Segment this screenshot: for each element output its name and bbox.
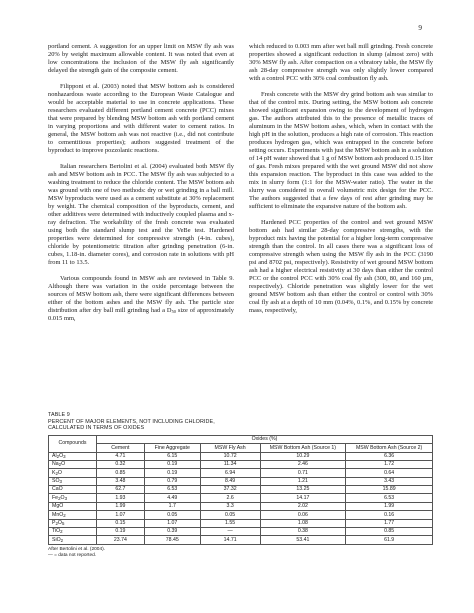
formula-subscript: 3: [64, 495, 68, 501]
bottom-ash-2-cell: 61.9: [346, 536, 433, 544]
compound-cell: [49, 477, 97, 485]
compound-cell: [49, 502, 97, 510]
fine-aggregate-cell: 4.49: [144, 494, 200, 502]
formula-part: SO: [52, 478, 60, 485]
fine-aggregate-cell: 0.19: [144, 469, 200, 477]
table-row: [49, 536, 433, 544]
header-msw-bottom-ash-source-1: MSW Bottom Ash (Source 1): [260, 444, 346, 452]
compound-cell: [49, 460, 97, 468]
bottom-ash-2-cell: 0.85: [346, 527, 433, 535]
fine-aggregate-cell: 6.53: [144, 486, 200, 494]
msw-fly-ash-cell: 0.05: [200, 511, 260, 519]
msw-fly-ash-cell: 10.72: [200, 452, 260, 460]
table-dash-note: — = data not reported.: [48, 552, 97, 558]
right-column: [249, 43, 433, 323]
table-row: [49, 511, 433, 519]
table-caption: [48, 412, 433, 432]
table-body: [49, 452, 433, 544]
formula-part: Na: [52, 461, 59, 468]
table-row: [49, 460, 433, 468]
compound-cell: [49, 527, 97, 535]
formula-subscript: 2: [56, 453, 60, 459]
table-row: [49, 519, 433, 527]
formula-subscript: 2: [63, 512, 66, 518]
fine-aggregate-cell: 1.07: [144, 519, 200, 527]
table-row: [49, 527, 433, 535]
right-paragraph-1: which reduced to 0.003 mm after wet ball mill grinding. Fresh concrete properties showed a significant reduction in slump (almost zero) with 30% MSW fly ash. After compaction on a vibratory table, the MSW fly ash 28-day compressive strength was only slightly lower compared with a control PCC with 30% coal combustion fly ash.: [249, 43, 433, 82]
bottom-ash-1-cell: 2.02: [260, 502, 346, 510]
left-paragraph-1: portland cement. A suggestion for an upper limit on MSW fly ash was 20% by weight maximum allowable content. It was noted that even at low concentrations the inclusion of the MSW fly ash significantly delayed the strength gain of the composite cement.: [48, 43, 234, 74]
fine-aggregate-cell: 78.45: [144, 536, 200, 544]
compound-cell: [49, 536, 97, 544]
formula-subscript: 2: [60, 529, 63, 535]
formula-part: CaO: [52, 486, 63, 493]
msw-fly-ash-cell: —: [200, 527, 260, 535]
formula-part: Fe: [52, 494, 59, 501]
table-caption-title-line-1: PERCENT OF MAJOR ELEMENTS, NOT INCLUDING CHLORIDE,: [48, 418, 215, 425]
formula-subscript: 2: [55, 520, 58, 526]
msw-fly-ash-cell: 6.94: [200, 469, 260, 477]
formula-part: P: [52, 519, 56, 526]
bottom-ash-2-cell: 15.89: [346, 486, 433, 494]
bottom-ash-1-cell: 53.41: [260, 536, 346, 544]
formula-subscript: 2: [60, 537, 64, 543]
cement-cell: 4.71: [96, 452, 144, 460]
fine-aggregate-cell: 6.15: [144, 452, 200, 460]
cement-cell: 1.07: [96, 511, 144, 519]
msw-fly-ash-cell: 3.3: [200, 502, 260, 510]
formula-subscript: 3: [63, 453, 66, 459]
bottom-ash-1-cell: 10.29: [260, 452, 346, 460]
fine-aggregate-cell: 1.7: [144, 502, 200, 510]
table-notes: [48, 547, 433, 559]
bottom-ash-2-cell: 1.72: [346, 460, 433, 468]
table-source-note: After Bertolini et al. (2004).: [48, 546, 106, 552]
fine-aggregate-cell: 0.19: [144, 460, 200, 468]
bottom-ash-1-cell: 1.21: [260, 477, 346, 485]
bottom-ash-1-cell: 14.17: [260, 494, 346, 502]
formula-part: K: [52, 469, 56, 476]
formula-subscript: 2: [55, 470, 58, 476]
formula-subscript: 2: [58, 462, 62, 468]
header-fine-aggregate: Fine Aggregate: [144, 444, 200, 452]
right-paragraph-3: Hardened PCC properties of the control and wet ground MSW bottom ash had similar 28-day compressive strengths, with the byproduct mix having the potential for a higher long-term compressive strength than the control. In all cases there was a significant loss of compressive strength when using the MSW fly ash in the PCC (3190 psi and 8702 psi, respectively). Resistivity of wet ground MSW bottom ash had a higher electrical resistivity at 30 days than either the control PCC or the control PCC with 30% coal fly ash (300, 80, and 160 µm, respectively). Chloride penetration was slightly lower for the wet ground MSW bottom ash than either the control or control with 30% coal fly ash at a depth of 10 mm (0.04%, 0.1%, and 0.15% by concrete mass, respectively,: [249, 219, 433, 314]
left-paragraph-2: Filipponi et al. (2003) noted that MSW bottom ash is considered nonhazardous waste according to the European Waste Catalogue and would be acceptable material to use in concrete applications. These researchers evaluated different portland cement concrete (PCC) mixes that were prepared by blending MSW bottom ash with portland cement in varying proportions and with different water to cement ratios. In general, the MSW bottom ash was not reactive (i.e., did not contribute to cementitious properties); authors suggested treatment of the byproduct to improve pozzolanic reactions.: [48, 83, 234, 154]
msw-fly-ash-cell: 37.32: [200, 486, 260, 494]
table-caption-number: TABLE 9: [48, 412, 70, 418]
formula-subscript: 2: [58, 495, 61, 501]
compound-cell: [49, 486, 97, 494]
bottom-ash-2-cell: 6.36: [346, 452, 433, 460]
bottom-ash-1-cell: 0.71: [260, 469, 346, 477]
cement-cell: 0.19: [96, 527, 144, 535]
formula-part: O: [59, 452, 64, 459]
bottom-ash-2-cell: 1.99: [346, 502, 433, 510]
cement-cell: 0.15: [96, 519, 144, 527]
table-caption-title-line-2: CALCULATED IN TERMS OF OXIDES: [48, 425, 145, 432]
formula-part: Al: [52, 452, 57, 459]
table-row: [49, 452, 433, 460]
table-row: [49, 502, 433, 510]
fine-aggregate-cell: 0.79: [144, 477, 200, 485]
fine-aggregate-cell: 0.05: [144, 511, 200, 519]
header-msw-fly-ash: MSW Fly Ash: [200, 444, 260, 452]
table-row: [49, 486, 433, 494]
compound-cell: [49, 511, 97, 519]
formula-part: O: [60, 494, 65, 501]
cement-cell: 62.7: [96, 486, 144, 494]
page-number: 9: [418, 24, 422, 32]
left-paragraph-3: Italian researchers Bertolini et al. (2004) evaluated both MSW fly ash and MSW bottom ash in PCC. The MSW fly ash was subjected to a washing treatment to reduce the chloride content. The MSW bottom ash was ground with one of two methods: dry or wet grinding in a ball mill. MSW byproducts were used as a cement substitute at 30% replacement by weight. The chemical composition of the byproducts, cement, and other additives were determined with inductively coupled plasma and x-ray defraction. The workability of the fresh concrete was evaluated using both the standard slump test and the VeBe test. Hardened properties were determined for compressive strength (4-in. cubes), chloride by potentiometric titration after grinding penetration (6-in. cubes, 1.18-in. diameter cores), and corrosion rate in solutions with pH from 11 to 13.5.: [48, 163, 234, 266]
formula-subscript: 5: [61, 520, 65, 526]
bottom-ash-2-cell: 0.64: [346, 469, 433, 477]
bottom-ash-1-cell: 1.08: [260, 519, 346, 527]
table-row: [49, 469, 433, 477]
formula-part: TiO: [52, 528, 61, 535]
left-column: [48, 43, 234, 331]
cement-cell: 3.48: [96, 477, 144, 485]
bottom-ash-1-cell: 0.06: [260, 511, 346, 519]
formula-part: MgO: [52, 503, 64, 510]
bottom-ash-2-cell: 3.43: [346, 477, 433, 485]
formula-part: O: [61, 461, 66, 468]
compound-cell: [49, 469, 97, 477]
right-paragraph-2: Fresh concrete with the MSW dry grind bottom ash was similar to that of the control mix. During setting, the MSW bottom ash concrete showed significant expansion owing to the development of hydrogen gas. The authors attributed this to the presence of metallic traces of aluminum in the MSW bottom ashes, which, when in contact with the high pH in the solution, produces a high rate of corrosion. This reaction produces hydrogen gas, which was entrapped in the concrete before setting occurs. Experiments with just the MSW bottom ash in a solution of 14 pH water showed that 1 g of MSW bottom ash produced 0.15 liter of gas. Fresh mixes prepared with the wet ground MSW did not show this expansion reaction. The byproduct in this case was added to the mix in slurry form (1:1 for the MSW-water ratio). The water in the slurry was considered in overall volumetric mix design for the PCC. The authors suggested that a few days of rest after grinding may be sufficient to eliminate the expansive nature of the bottom ash.: [249, 91, 433, 210]
left-paragraph-4-text-b: size of approximately 0.015 mm,: [48, 307, 234, 322]
table-row: [49, 494, 433, 502]
msw-fly-ash-cell: 11.34: [200, 460, 260, 468]
cement-cell: 0.32: [96, 460, 144, 468]
header-msw-bottom-ash-source-2: MSW Bottom Ash (Source 2): [346, 444, 433, 452]
oxides-table: [48, 435, 433, 545]
compound-cell: [49, 494, 97, 502]
bottom-ash-2-cell: 0.16: [346, 511, 433, 519]
cement-cell: 0.85: [96, 469, 144, 477]
formula-part: O: [57, 519, 62, 526]
cement-cell: 1.99: [96, 502, 144, 510]
compound-cell: [49, 519, 97, 527]
formula-part: SiO: [52, 536, 61, 543]
formula-part: O: [57, 469, 62, 476]
compound-cell: [49, 452, 97, 460]
header-oxides: Oxides (%): [96, 435, 432, 443]
header-cement: Cement: [96, 444, 144, 452]
table-9: [48, 412, 433, 559]
d50-subscript: 50: [171, 309, 176, 314]
msw-fly-ash-cell: 8.49: [200, 477, 260, 485]
cement-cell: 1.93: [96, 494, 144, 502]
bottom-ash-1-cell: 0.38: [260, 527, 346, 535]
table-row: [49, 477, 433, 485]
bottom-ash-2-cell: 6.53: [346, 494, 433, 502]
msw-fly-ash-cell: 1.55: [200, 519, 260, 527]
fine-aggregate-cell: 0.39: [144, 527, 200, 535]
header-compounds: Compounds: [49, 435, 97, 452]
msw-fly-ash-cell: 14.71: [200, 536, 260, 544]
bottom-ash-2-cell: 1.77: [346, 519, 433, 527]
bottom-ash-1-cell: 2.46: [260, 460, 346, 468]
cement-cell: 23.74: [96, 536, 144, 544]
formula-part: MnO: [52, 511, 64, 518]
formula-subscript: 3: [59, 479, 62, 485]
left-paragraph-4-text-a: Various compounds found in MSW ash are reviewed in Table 9. Although there was variation in the oxide percentage between the sources of MSW bottom ash, there were significant differences between either of the bottom ashes and the MSW fly ash. The particle size distribution after dry ball mill grinding had a D: [48, 275, 234, 314]
bottom-ash-1-cell: 13.25: [260, 486, 346, 494]
msw-fly-ash-cell: 2.6: [200, 494, 260, 502]
left-paragraph-4: [48, 275, 234, 323]
